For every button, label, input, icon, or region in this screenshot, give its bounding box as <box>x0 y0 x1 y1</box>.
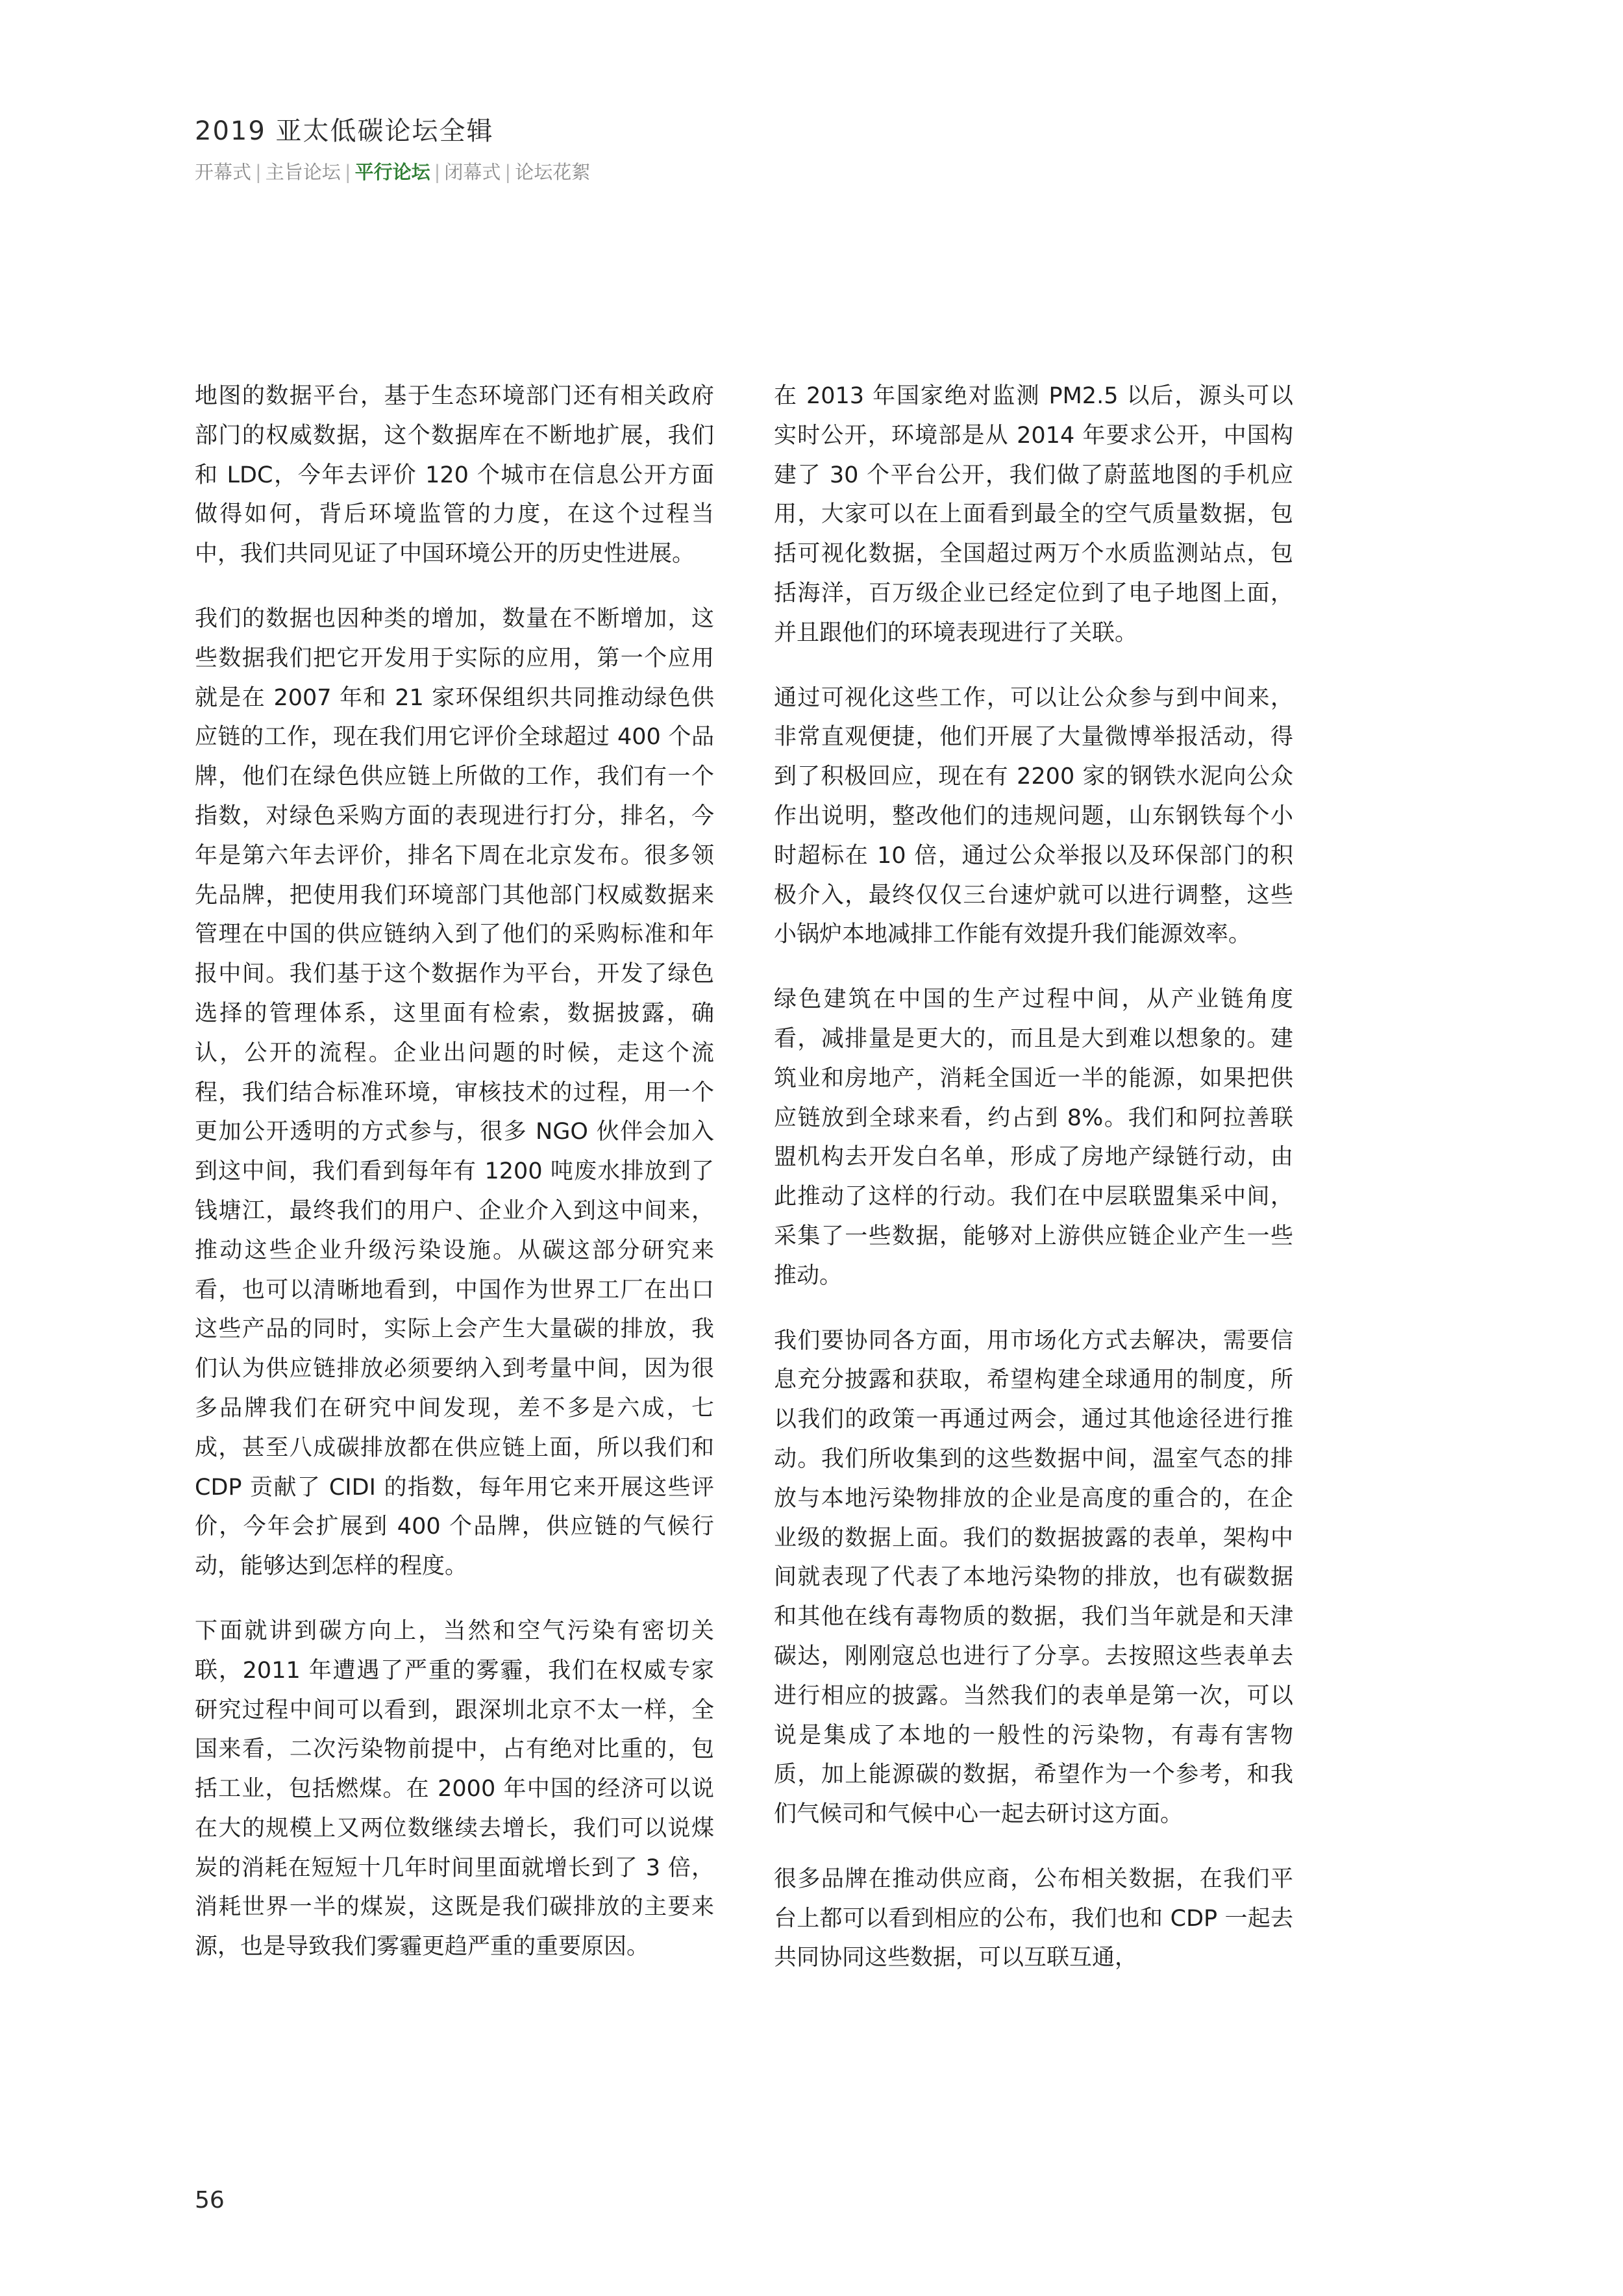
section-breadcrumb <box>195 158 590 184</box>
body-paragraph: 在 2013 年国家绝对监测 PM2.5 以后，源头可以实时公开，环境部是从 2014 年要求公开，中国构建了 30 个平台公开，我们做了蔚蓝地图的手机应用，大家可以在上面看到最全的空气质量数据，包括可视化数据，全国超过两万个水质监测站点，包括海洋，百万级企业已经定位到了电子地图上面，并且跟他们的环境表现进行了关联。 <box>774 383 1293 646</box>
page-number: 56 <box>195 2187 225 2214</box>
right-column <box>774 377 1293 2003</box>
nav-item-highlights: 论坛花絮 <box>515 161 591 183</box>
nav-separator: | <box>504 161 512 183</box>
body-paragraph: 我们的数据也因种类的增加，数量在不断增加，这些数据我们把它开发用于实际的应用，第一个应用就是在 2007 年和 21 家环保组织共同推动绿色供应链的工作，现在我们用它评价全球超过 400 个品牌，他们在绿色供应链上所做的工作，我们有一个指数，对绿色采购方面的表现进行打分，排名，今年是第六年去评价，排名下周在北京发布。很多领先品牌，把使用我们环境部门其他部门权威数据来管理在中国的供应链纳入到了他们的采购标准和年报中间。我们基于这个数据作为平台，开发了绿色选择的管理体系，这里面有检索，数据披露，确认，公开的流程。企业出问题的时候，走这个流程，我们结合标准环境，审核技术的过程，用一个更加公开透明的方式参与，很多 NGO 伙伴会加入到这中间，我们看到每年有 1200 吨废水排放到了钱塘江，最终我们的用户、企业介入到这中间来，推动这些企业升级污染设施。从碳这部分研究来看，也可以清晰地看到，中国作为世界工厂在出口这些产品的同时，实际上会产生大量碳的排放，我们认为供应链排放必须要纳入到考量中间，因为很多品牌我们在研究中间发现，差不多是六成，七成，甚至八成碳排放都在供应链上面，所以我们和 CDP 贡献了 CIDI 的指数，每年用它来开展这些评价，今年会扩展到 400 个品牌，供应链的气候行动，能够达到怎样的程度。 <box>195 605 714 1580</box>
nav-item-closing: 闭幕式 <box>444 161 501 183</box>
nav-item-keynote: 主旨论坛 <box>265 161 341 183</box>
left-column <box>195 377 714 1992</box>
body-paragraph: 我们要协同各方面，用市场化方式去解决，需要信息充分披露和获取，希望构建全球通用的制度，所以我们的政策一再通过两会，通过其他途径进行推动。我们所收集到的这些数据中间，温室气态的排放与本地污染物排放的企业是高度的重合的，在企业级的数据上面。我们的数据披露的表单，架构中间就表现了代表了本地污染物的排放，也有碳数据和其他在线有毒物质的数据，我们当年就是和天津碳达，刚刚寇总也进行了分享。去按照这些表单去进行相应的披露。当然我们的表单是第一次，可以说是集成了本地的一般性的污染物，有毒有害物质，加上能源碳的数据，希望作为一个参考，和我们气候司和气候中心一起去研讨这方面。 <box>774 1327 1293 1828</box>
nav-separator: | <box>255 161 262 183</box>
body-paragraph: 下面就讲到碳方向上，当然和空气污染有密切关联，2011 年遭遇了严重的雾霾，我们在权威专家研究过程中间可以看到，跟深圳北京不太一样，全国来看，二次污染物前提中，占有绝对比重的，包括工业，包括燃煤。在 2000 年中国的经济可以说在大的规模上又两位数继续去增长，我们可以说煤炭的消耗在短短十几年时间里面就增长到了 3 倍，消耗世界一半的煤炭，这既是我们碳排放的主要来源，也是导致我们雾霾更趋严重的重要原因。 <box>195 1617 714 1960</box>
document-title: 2019 亚太低碳论坛全辑 <box>195 116 494 146</box>
body-paragraph: 地图的数据平台，基于生态环境部门还有相关政府部门的权威数据，这个数据库在不断地扩展，我们和 LDC，今年去评价 120 个城市在信息公开方面做得如何，背后环境监管的力度，在这个过程当中，我们共同见证了中国环境公开的历史性进展。 <box>195 383 714 568</box>
nav-separator: | <box>344 161 351 183</box>
nav-item-opening: 开幕式 <box>195 161 252 183</box>
body-paragraph: 绿色建筑在中国的生产过程中间，从产业链角度看，减排量是更大的，而且是大到难以想象的。建筑业和房地产，消耗全国近一半的能源，如果把供应链放到全球来看，约占到 8%。我们和阿拉善联盟机构去开发白名单，形成了房地产绿链行动，由此推动了这样的行动。我们在中层联盟集采中间，采集了一些数据，能够对上游供应链企业产生一些推动。 <box>774 986 1293 1289</box>
nav-item-parallel-forum: 平行论坛 <box>354 161 430 183</box>
nav-separator: | <box>434 161 441 183</box>
body-paragraph: 很多品牌在推动供应商，公布相关数据，在我们平台上都可以看到相应的公布，我们也和 CDP 一起去共同协同这些数据，可以互联互通， <box>774 1866 1293 1971</box>
body-paragraph: 通过可视化这些工作，可以让公众参与到中间来，非常直观便捷，他们开展了大量微博举报活动，得到了积极回应，现在有 2200 家的钢铁水泥向公众作出说明，整改他们的违规问题，山东钢铁每个小时超标在 10 倍，通过公众举报以及环保部门的积极介入，最终仅仅三台速炉就可以进行调整，这些小锅炉本地减排工作能有效提升我们能源效率。 <box>774 684 1293 948</box>
